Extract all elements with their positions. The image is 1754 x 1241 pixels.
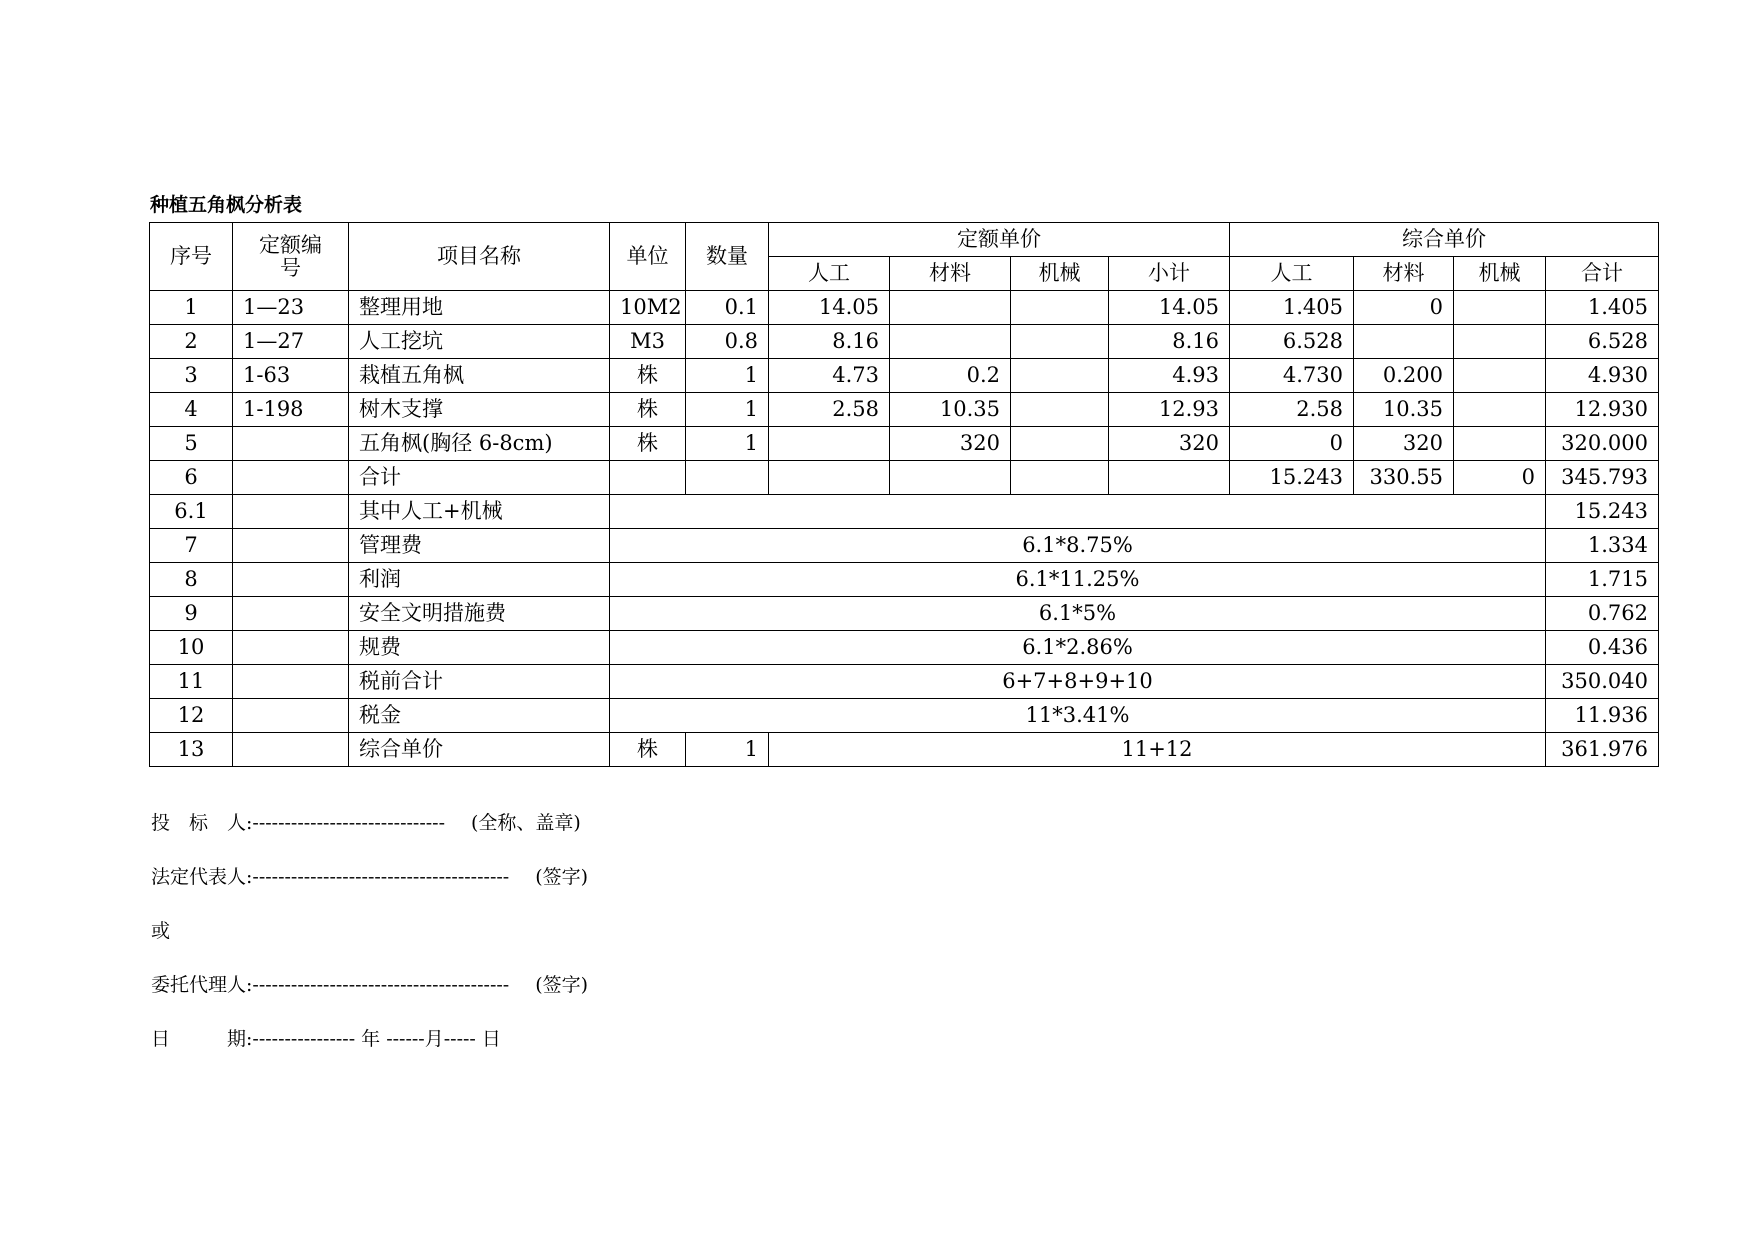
header-seq: 序号 bbox=[150, 223, 233, 291]
cell-formula: 6+7+8+9+10 bbox=[610, 665, 1546, 699]
cell-name: 管理费 bbox=[349, 529, 610, 563]
table-row bbox=[150, 291, 1659, 325]
cell-code: 1—23 bbox=[233, 291, 349, 325]
cell-composite-material: 320 bbox=[1354, 427, 1454, 461]
cell-quota-machine bbox=[1011, 393, 1109, 427]
cell-seq: 6.1 bbox=[150, 495, 233, 529]
header-qty: 数量 bbox=[686, 223, 769, 291]
date-label: 日 期: bbox=[151, 1028, 253, 1050]
cell-qty: 0.8 bbox=[686, 325, 769, 359]
header-composite-unit-price: 综合单价 bbox=[1230, 223, 1659, 257]
cell-code bbox=[233, 427, 349, 461]
cell-quota-machine bbox=[1011, 461, 1109, 495]
cell-composite-total: 0.436 bbox=[1546, 631, 1659, 665]
cell-composite-labor: 4.730 bbox=[1230, 359, 1354, 393]
cell-composite-machine: 0 bbox=[1454, 461, 1546, 495]
fee-row bbox=[150, 597, 1659, 631]
cell-quota-labor: 14.05 bbox=[769, 291, 890, 325]
cell-composite-total: 345.793 bbox=[1546, 461, 1659, 495]
cell-composite-labor: 0 bbox=[1230, 427, 1354, 461]
cell-name: 其中人工+机械 bbox=[349, 495, 610, 529]
header-composite-total: 合计 bbox=[1546, 257, 1659, 291]
cell-composite-machine bbox=[1454, 393, 1546, 427]
cell-code bbox=[233, 529, 349, 563]
cell-code bbox=[233, 631, 349, 665]
cell-seq: 2 bbox=[150, 325, 233, 359]
cell-quota-material bbox=[890, 325, 1011, 359]
header-quota-machine: 机械 bbox=[1011, 257, 1109, 291]
cell-quota-material bbox=[890, 461, 1011, 495]
table-row bbox=[150, 393, 1659, 427]
agent-signature-line bbox=[151, 970, 588, 997]
cell-code: 1-198 bbox=[233, 393, 349, 427]
cell-name: 利润 bbox=[349, 563, 610, 597]
cell-name: 整理用地 bbox=[349, 291, 610, 325]
cell-composite-machine bbox=[1454, 427, 1546, 461]
cell-composite-total: 320.000 bbox=[1546, 427, 1659, 461]
cell-quota-labor: 2.58 bbox=[769, 393, 890, 427]
cell-name: 树木支撑 bbox=[349, 393, 610, 427]
cell-seq: 10 bbox=[150, 631, 233, 665]
cell-code: 1—27 bbox=[233, 325, 349, 359]
cell-composite-material: 0.200 bbox=[1354, 359, 1454, 393]
header-quota-material: 材料 bbox=[890, 257, 1011, 291]
cell-code bbox=[233, 461, 349, 495]
fee-row bbox=[150, 665, 1659, 699]
cell-composite-total: 11.936 bbox=[1546, 699, 1659, 733]
date-line bbox=[151, 1024, 501, 1051]
analysis-table bbox=[149, 222, 1659, 767]
cell-unit bbox=[610, 461, 686, 495]
cell-qty: 1 bbox=[686, 733, 769, 767]
cell-name: 综合单价 bbox=[349, 733, 610, 767]
cell-composite-total: 15.243 bbox=[1546, 495, 1659, 529]
cell-qty bbox=[686, 461, 769, 495]
cell-quota-labor: 8.16 bbox=[769, 325, 890, 359]
cell-formula bbox=[610, 495, 1546, 529]
table-row bbox=[150, 461, 1659, 495]
cell-quota-machine bbox=[1011, 325, 1109, 359]
agent-label: 委托代理人: bbox=[151, 974, 253, 996]
cell-name: 栽植五角枫 bbox=[349, 359, 610, 393]
fee-row bbox=[150, 631, 1659, 665]
table-title: 种植五角枫分析表 bbox=[150, 194, 303, 216]
cell-composite-material: 0 bbox=[1354, 291, 1454, 325]
cell-composite-total: 1.715 bbox=[1546, 563, 1659, 597]
cell-quota-labor: 4.73 bbox=[769, 359, 890, 393]
cell-quota-subtotal bbox=[1109, 461, 1230, 495]
cell-composite-total: 1.334 bbox=[1546, 529, 1659, 563]
cell-seq: 12 bbox=[150, 699, 233, 733]
cell-unit: 10M2 bbox=[610, 291, 686, 325]
cell-quota-subtotal: 320 bbox=[1109, 427, 1230, 461]
cell-quota-subtotal: 12.93 bbox=[1109, 393, 1230, 427]
cell-formula: 11+12 bbox=[769, 733, 1546, 767]
table-row bbox=[150, 359, 1659, 393]
fee-row bbox=[150, 529, 1659, 563]
cell-quota-machine bbox=[1011, 427, 1109, 461]
header-composite-machine: 机械 bbox=[1454, 257, 1546, 291]
cell-qty: 1 bbox=[686, 359, 769, 393]
cell-code bbox=[233, 733, 349, 767]
cell-code bbox=[233, 597, 349, 631]
cell-code: 1-63 bbox=[233, 359, 349, 393]
cell-quota-labor bbox=[769, 427, 890, 461]
cell-unit: M3 bbox=[610, 325, 686, 359]
cell-composite-machine bbox=[1454, 291, 1546, 325]
cell-qty: 1 bbox=[686, 393, 769, 427]
cell-quota-machine bbox=[1011, 291, 1109, 325]
cell-quota-subtotal: 14.05 bbox=[1109, 291, 1230, 325]
cell-seq: 13 bbox=[150, 733, 233, 767]
cell-code bbox=[233, 563, 349, 597]
cell-code bbox=[233, 495, 349, 529]
cell-composite-total: 1.405 bbox=[1546, 291, 1659, 325]
cell-seq: 5 bbox=[150, 427, 233, 461]
cell-name: 税前合计 bbox=[349, 665, 610, 699]
cell-unit: 株 bbox=[610, 733, 686, 767]
cell-formula: 6.1*2.86% bbox=[610, 631, 1546, 665]
cell-composite-total: 6.528 bbox=[1546, 325, 1659, 359]
cell-composite-material: 330.55 bbox=[1354, 461, 1454, 495]
cell-composite-machine bbox=[1454, 325, 1546, 359]
table-row bbox=[150, 325, 1659, 359]
cell-composite-machine bbox=[1454, 359, 1546, 393]
cell-formula: 6.1*5% bbox=[610, 597, 1546, 631]
cell-composite-total: 4.930 bbox=[1546, 359, 1659, 393]
cell-composite-total: 0.762 bbox=[1546, 597, 1659, 631]
header-item-name: 项目名称 bbox=[349, 223, 610, 291]
cell-seq: 4 bbox=[150, 393, 233, 427]
cell-name: 安全文明措施费 bbox=[349, 597, 610, 631]
cell-seq: 9 bbox=[150, 597, 233, 631]
cell-name: 五角枫(胸径 6-8cm) bbox=[349, 427, 610, 461]
fee-row bbox=[150, 699, 1659, 733]
date-dash-line: ---------------- 年 ------月----- 日 bbox=[252, 1028, 501, 1050]
legal-rep-note: (签字) bbox=[535, 866, 589, 888]
header-quota-subtotal: 小计 bbox=[1109, 257, 1230, 291]
cell-formula: 6.1*11.25% bbox=[610, 563, 1546, 597]
header-quota-no: 定额编号 bbox=[233, 223, 349, 291]
cell-seq: 6 bbox=[150, 461, 233, 495]
table-row bbox=[150, 427, 1659, 461]
cell-seq: 7 bbox=[150, 529, 233, 563]
cell-composite-material: 10.35 bbox=[1354, 393, 1454, 427]
cell-unit: 株 bbox=[610, 393, 686, 427]
cell-code bbox=[233, 665, 349, 699]
cell-qty: 0.1 bbox=[686, 291, 769, 325]
cell-composite-labor: 1.405 bbox=[1230, 291, 1354, 325]
bidder-dash-line: ------------------------------ bbox=[252, 812, 446, 834]
final-row bbox=[150, 733, 1659, 767]
agent-note: (签字) bbox=[535, 974, 589, 996]
cell-seq: 8 bbox=[150, 563, 233, 597]
cell-qty: 1 bbox=[686, 427, 769, 461]
cell-composite-labor: 2.58 bbox=[1230, 393, 1354, 427]
legal-rep-dash-line: ---------------------------------------- bbox=[252, 866, 510, 888]
cell-name: 合计 bbox=[349, 461, 610, 495]
cell-composite-total: 361.976 bbox=[1546, 733, 1659, 767]
cell-name: 规费 bbox=[349, 631, 610, 665]
cell-composite-labor: 15.243 bbox=[1230, 461, 1354, 495]
cell-quota-material: 320 bbox=[890, 427, 1011, 461]
cell-composite-labor: 6.528 bbox=[1230, 325, 1354, 359]
fee-row bbox=[150, 495, 1659, 529]
legal-rep-signature-line bbox=[151, 862, 588, 889]
bidder-note: (全称、盖章) bbox=[471, 812, 581, 834]
or-text: 或 bbox=[151, 920, 171, 942]
cell-quota-material: 10.35 bbox=[890, 393, 1011, 427]
cell-formula: 11*3.41% bbox=[610, 699, 1546, 733]
header-quota-unit-price: 定额单价 bbox=[769, 223, 1230, 257]
fee-row bbox=[150, 563, 1659, 597]
cell-quota-machine bbox=[1011, 359, 1109, 393]
header-row-1 bbox=[150, 223, 1659, 257]
cell-composite-total: 12.930 bbox=[1546, 393, 1659, 427]
bidder-label: 投 标 人: bbox=[151, 812, 253, 834]
cell-name: 税金 bbox=[349, 699, 610, 733]
bidder-signature-line bbox=[151, 808, 581, 835]
header-quota-labor: 人工 bbox=[769, 257, 890, 291]
table-body bbox=[150, 223, 1659, 767]
cell-composite-material bbox=[1354, 325, 1454, 359]
cell-seq: 1 bbox=[150, 291, 233, 325]
header-unit: 单位 bbox=[610, 223, 686, 291]
cell-quota-subtotal: 8.16 bbox=[1109, 325, 1230, 359]
cell-name: 人工挖坑 bbox=[349, 325, 610, 359]
cell-quota-subtotal: 4.93 bbox=[1109, 359, 1230, 393]
header-composite-material: 材料 bbox=[1354, 257, 1454, 291]
cell-formula: 6.1*8.75% bbox=[610, 529, 1546, 563]
agent-dash-line: ---------------------------------------- bbox=[252, 974, 510, 996]
cell-quota-labor bbox=[769, 461, 890, 495]
cell-seq: 3 bbox=[150, 359, 233, 393]
cell-quota-material bbox=[890, 291, 1011, 325]
cell-composite-total: 350.040 bbox=[1546, 665, 1659, 699]
cell-seq: 11 bbox=[150, 665, 233, 699]
legal-rep-label: 法定代表人: bbox=[151, 866, 253, 888]
cell-unit: 株 bbox=[610, 359, 686, 393]
cell-unit: 株 bbox=[610, 427, 686, 461]
header-composite-labor: 人工 bbox=[1230, 257, 1354, 291]
cell-code bbox=[233, 699, 349, 733]
cell-quota-material: 0.2 bbox=[890, 359, 1011, 393]
